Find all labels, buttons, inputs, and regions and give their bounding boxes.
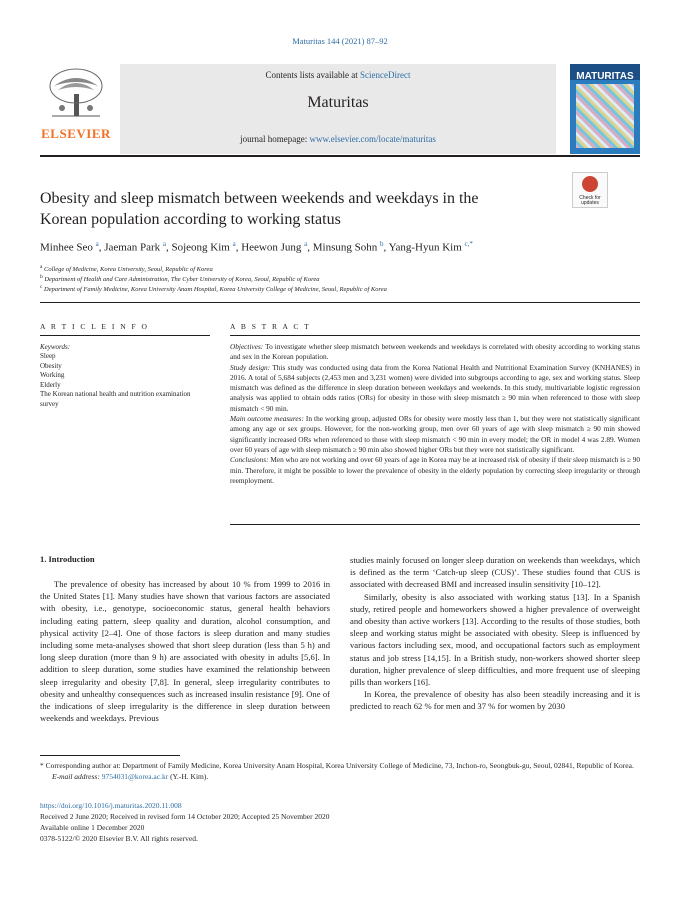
journal-name: Maturitas <box>307 94 369 111</box>
keyword: Elderly <box>40 380 61 389</box>
intro-paragraph: studies mainly focused on longer sleep duration on weekends than weekdays, which is defined as the term ‘Catch-up sleep (CUS)’. These studies found that CUS is associated with decreased BMI and increased insulin sensitivity [10–12]. <box>350 555 640 590</box>
author-name[interactable]: Jaeman Park <box>104 241 161 254</box>
article-title-line2: Korean population according to working status <box>40 211 341 228</box>
abstract-section-label: Conclusions: <box>230 455 269 465</box>
intro-paragraph: Similarly, obesity is also associated with working status [13]. In a Spanish study, retired people and homeworkers showed a higher prevalence of overweight and obesity than active workers [13]. According to the results of those studies, both sleep and working status might be associated with obesity. Sleep is influenced by various factors including sex, mood, and occupational factors such as employment status and job stress [14,15]. In a British study, non-workers showed shorter sleep duration, higher prevalence of sleep difficulties, and more frequent use of sleeping pills than workers [16]. <box>350 591 640 688</box>
homepage-link[interactable]: www.elsevier.com/locate/maturitas <box>309 134 436 144</box>
introduction-heading: 1. Introduction <box>40 554 95 564</box>
affiliation-text: Department of Health and Care Administration, The Cyber University of Korea, Seoul, Republic of Korea <box>44 276 320 284</box>
doi-link[interactable]: https://doi.org/10.1016/j.maturitas.2020.11.008 <box>40 801 182 810</box>
tree-of-knowledge-icon <box>48 68 104 118</box>
available-online: Available online 1 December 2020 <box>40 823 145 832</box>
intro-paragraph: The prevalence of obesity has increased by about 10 % from 1999 to 2016 in the United States [1]. Many studies have shown that various factors are associated with obesity, i.e., genotype, socioeconomic status, general health behaviors including eating pattern, sleep quality and duration, alcohol consumption, and physical activity [2–4]. One of those factors is sleep duration and many studies including some meta-analyses showed that short sleep duration (less than 5 h) and long sleep duration (more than 9 h) are associated with obesity in adults [5,6]. In addition to sleep duration, some studies have examined the relationship between sleep irregularity and obesity [7,8]. In general, sleep irregularity contributes to obesity and unhealthy consequences such as increased insulin resistance [9]. One of the indications of sleep irregularity is the difference in sleep duration between weekends and weekdays. Previous <box>40 579 330 724</box>
corresponding-author-text: * Corresponding author at: Department of Family Medicine, Korea University Anam Hospital, Korea University College of Medicine, 73, Inchon-ro, Seongbuk-gu, Seoul, 02841, Republic of Korea. <box>40 761 634 770</box>
abstract-section-text: In the working group, adjusted ORs for obesity were mostly less than 1, but they were not statistically significant among any age or sex groups. However, for the non-working group, men over 60 years of age with sleep mismatch ≥ 90 min showed significantly increased ORs when referenced to those with sleep mismatch < 90 min in every model; the OR in model 4 was 2.89. Women over 60 years of age with sleep mismatch ≥ 90 min also showed higher ORs but they were not statistically significant. <box>230 414 640 454</box>
article-info-divider <box>40 335 210 336</box>
author-list: Minhee Seo $^a$, Jaeman Park $^a$, Sojeong Kim $^a$, Heewon Jung $^a$, Minsung Sohn $^b$, Yang-Hyun Kim $^{c,*}$ <box>40 240 473 254</box>
elsevier-logo <box>40 64 112 148</box>
abstract-section-label: Main outcome measures: <box>230 414 304 424</box>
author-name[interactable]: Heewon Jung <box>241 241 302 254</box>
keyword: Working <box>40 371 65 380</box>
abstract-objectives <box>230 342 640 363</box>
footnote-divider <box>40 755 180 756</box>
article-title <box>40 188 500 230</box>
contents-available <box>120 70 556 80</box>
check-for-updates-button[interactable] <box>572 172 608 208</box>
received-dates: Received 2 June 2020; Received in revised form 14 October 2020; Accepted 25 November 2020 <box>40 812 330 821</box>
article-title-line1: Obesity and sleep mismatch between weekends and weekdays in the <box>40 190 479 207</box>
corresponding-author-footnote <box>40 760 640 782</box>
affiliation <box>40 264 640 273</box>
email-line <box>40 771 640 782</box>
abstract-conclusions <box>230 455 640 486</box>
author-name[interactable]: Sojeong Kim <box>171 241 230 254</box>
abstract-heading: A B S T R A C T <box>230 322 311 331</box>
affiliations-divider <box>40 302 640 303</box>
keyword: Obesity <box>40 361 62 370</box>
intro-left-column <box>40 578 330 724</box>
journal-homepage <box>120 134 556 144</box>
keywords-list <box>40 352 200 410</box>
update-icon <box>582 176 598 192</box>
email-link[interactable]: 9754031@korea.ac.kr <box>101 772 169 781</box>
intro-right-column <box>350 554 640 713</box>
abstract-section-text: This study was conducted using data from the Korea National Health and Nutritional Examination Survey (KNHANES) in 2016. A total of 5,684 subjects (2,453 men and 3,231 women) were divided into subgroups according to age, sex and working status. Sleep mismatch was defined as the difference in sleep duration between weekdays and weekends. In this study, multivariable logistic regression analysis was applied to obtain odds ratios (ORs) for obesity in those with sleep mismatch ≥ 90 min when referenced to those with sleep mismatch < 90 min. <box>230 362 640 413</box>
homepage-prefix: journal homepage: <box>240 134 310 144</box>
abstract-design <box>230 363 640 414</box>
keyword: Sleep <box>40 352 56 360</box>
cover-title: MATURITAS <box>576 71 634 82</box>
author-name[interactable]: Yang-Hyun Kim <box>388 241 462 254</box>
abstract-divider <box>230 335 640 336</box>
affiliation <box>40 274 640 283</box>
author-affiliation-marker[interactable]: a <box>232 240 236 248</box>
affiliation-marker: a <box>40 264 43 270</box>
publication-info <box>40 800 640 844</box>
keyword: The Korean national health and nutrition examination survey <box>40 390 191 408</box>
intro-paragraph: In Korea, the prevalence of obesity has also been steadily increasing and it is predicted to reach 62 % for men and 37 % for women by 2030 <box>350 689 640 712</box>
email-suffix: (Y.-H. Kim). <box>168 772 209 781</box>
article-info-heading: A R T I C L E I N F O <box>40 322 149 331</box>
copyright: 0378-5122/© 2020 Elsevier B.V. All rights reserved. <box>40 834 198 843</box>
keywords-heading: Keywords: <box>40 343 71 351</box>
author-affiliation-marker[interactable]: a <box>95 240 99 248</box>
affiliation-marker: c <box>40 284 43 290</box>
author-affiliation-marker[interactable]: b <box>380 240 384 248</box>
affiliation-text: College of Medicine, Korea University, Seoul, Republic of Korea <box>44 266 213 274</box>
abstract-body <box>230 342 640 486</box>
header-divider <box>40 155 640 157</box>
affiliation <box>40 284 640 293</box>
contents-prefix: Contents lists available at <box>265 70 360 80</box>
author-affiliation-marker[interactable]: a <box>162 240 166 248</box>
abstract-outcome <box>230 414 640 455</box>
abstract-section-label: Objectives: <box>230 342 264 351</box>
author-affiliation-marker[interactable]: a <box>304 240 308 248</box>
affiliation-marker: b <box>40 274 43 280</box>
author-name[interactable]: Minsung Sohn <box>312 241 378 254</box>
sciencedirect-link[interactable]: ScienceDirect <box>360 70 411 80</box>
abstract-section-label: Study design: <box>230 362 271 372</box>
abstract-section-text: To investigate whether sleep mismatch between weekends and weekdays is correlated with obesity according to working status and sex in the Korean population. <box>230 342 640 362</box>
journal-citation-link[interactable]: Maturitas 144 (2021) 87–92 <box>292 36 388 46</box>
affiliation-text: Department of Family Medicine, Korea University Anam Hospital, Korea University College of Medicine, Seoul, Republic of Korea <box>44 286 387 294</box>
check-updates-label: Check for updates <box>579 195 601 206</box>
abstract-section-text: Men who are not working and over 60 years of age in Korea may be at increased risk of obesity if their sleep mismatch is ≥ 90 min. Therefore, it might be possible to lower the prevalence of obesity in the elderly population by correcting sleep irregularity or through reemployment. <box>230 455 640 485</box>
elsevier-wordmark: ELSEVIER <box>41 126 111 141</box>
author-affiliation-marker[interactable]: c,* <box>464 240 473 248</box>
abstract-bottom-divider <box>230 524 640 525</box>
journal-cover-image <box>570 64 640 154</box>
email-label: E-mail address: <box>52 772 100 781</box>
author-name[interactable]: Minhee Seo <box>40 241 93 254</box>
